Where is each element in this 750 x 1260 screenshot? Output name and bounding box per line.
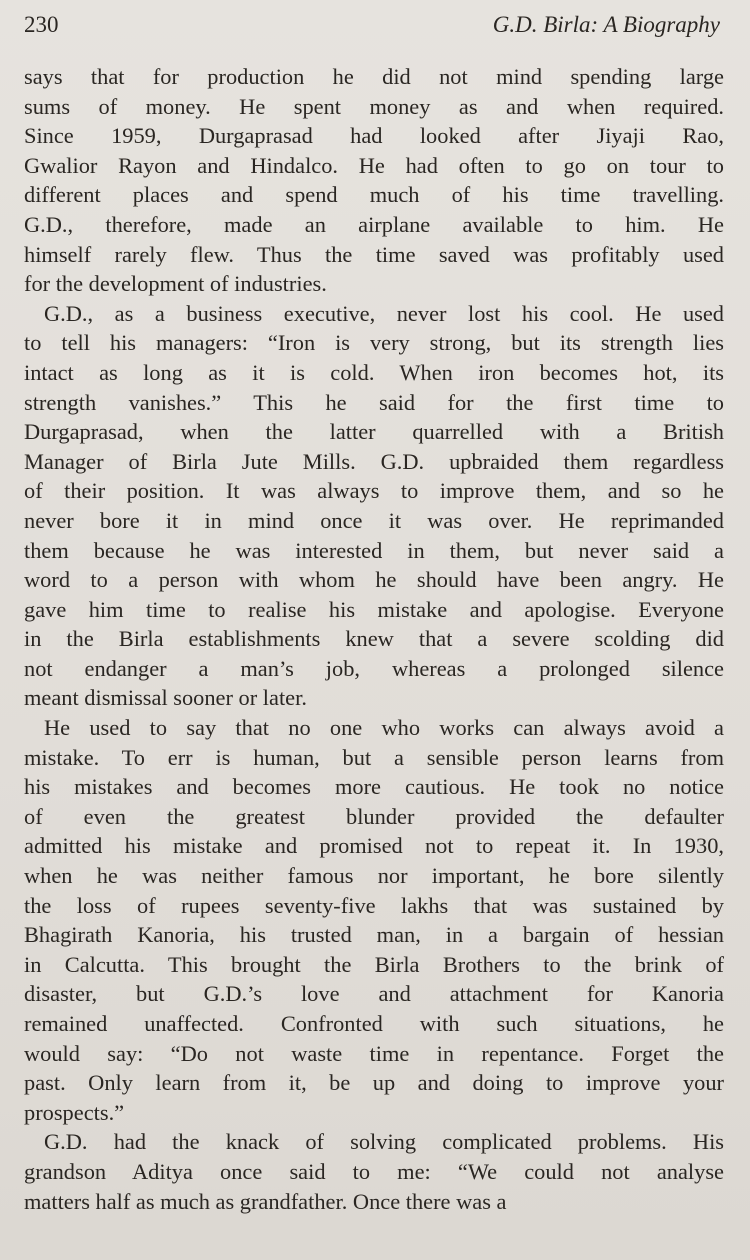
text-line: word to a person with whom he should have been angry. He — [24, 567, 724, 593]
text-line: sums of money. He spent money as and when required. — [24, 93, 724, 119]
text-line: for the development of industries. — [24, 271, 327, 297]
page-number: 230 — [24, 12, 59, 37]
page-header — [24, 8, 720, 42]
text-line: disaster, but G.D.’s love and attachment for Kanoria — [24, 981, 724, 1007]
text-line: himself rarely flew. Thus the time saved was profitably used — [24, 241, 724, 267]
text-line: past. Only learn from it, be up and doing to improve your — [24, 1070, 724, 1096]
text-line: gave him time to realise his mistake and apologise. Everyone — [24, 596, 724, 622]
text-line: remained unaffected. Confronted with such situations, he — [24, 1011, 724, 1036]
text-line: mistake. To err is human, but a sensible person learns from — [24, 744, 724, 770]
text-line: different places and spend much of his time travelling. — [24, 182, 724, 208]
text-line: admitted his mistake and promised not to repeat it. In 1930, — [24, 833, 724, 859]
text-line: G.D., therefore, made an airplane available to him. He — [24, 211, 724, 237]
text-line: Gwalior Rayon and Hindalco. He had often to go on tour to — [24, 152, 724, 178]
paragraph — [24, 62, 724, 299]
text-line: G.D., as a business executive, never lost his cool. He used — [44, 300, 724, 326]
text-line: the loss of rupees seventy-five lakhs that was sustained by — [24, 892, 724, 918]
text-line: never bore it in mind once it was over. He reprimanded — [24, 507, 724, 533]
text-line: strength vanishes.” This he said for the first time to — [24, 389, 724, 415]
text-line: to tell his managers: “Iron is very strong, but its strength lies — [24, 330, 724, 356]
text-line: G.D. had the knack of solving complicated problems. His — [44, 1129, 724, 1155]
text-line: prospects.” — [24, 1099, 125, 1125]
text-line: grandson Aditya once said to me: “We could not analyse — [24, 1158, 724, 1184]
running-title: G.D. Birla: A Biography — [492, 12, 720, 37]
text-line: meant dismissal sooner or later. — [24, 685, 307, 711]
paragraph — [24, 1127, 724, 1216]
body-text — [24, 62, 724, 1216]
paragraph — [24, 713, 724, 1127]
text-line: in Calcutta. This brought the Birla Brothers to the brink of — [24, 951, 724, 977]
text-line: of even the greatest blunder provided the defaulter — [24, 803, 724, 829]
text-line: his mistakes and becomes more cautious. He took no notice — [24, 774, 724, 800]
text-line: Since 1959, Durgaprasad had looked after Jiyaji Rao, — [24, 123, 724, 149]
text-line: He used to say that no one who works can always avoid a — [44, 715, 724, 741]
text-line: would say: “Do not waste time in repentance. Forget the — [24, 1040, 724, 1066]
text-line: in the Birla establishments knew that a severe scolding did — [24, 626, 724, 652]
text-line: matters half as much as grandfather. Once there was a — [24, 1188, 507, 1214]
text-line: Bhagirath Kanoria, his trusted man, in a bargain of hessian — [24, 922, 724, 948]
text-line: Manager of Birla Jute Mills. G.D. upbraided them regardless — [24, 448, 724, 474]
text-line: Durgaprasad, when the latter quarrelled with a British — [24, 419, 724, 445]
text-line: when he was neither famous nor important, he bore silently — [24, 863, 724, 889]
text-line: of their position. It was always to improve them, and so he — [24, 478, 724, 504]
text-line: intact as long as it is cold. When iron becomes hot, its — [24, 359, 724, 385]
text-line: says that for production he did not mind spending large — [24, 64, 724, 89]
text-line: not endanger a man’s job, whereas a prolonged silence — [24, 655, 724, 681]
paragraph — [24, 299, 724, 713]
text-line: them because he was interested in them, but never said a — [24, 537, 724, 563]
